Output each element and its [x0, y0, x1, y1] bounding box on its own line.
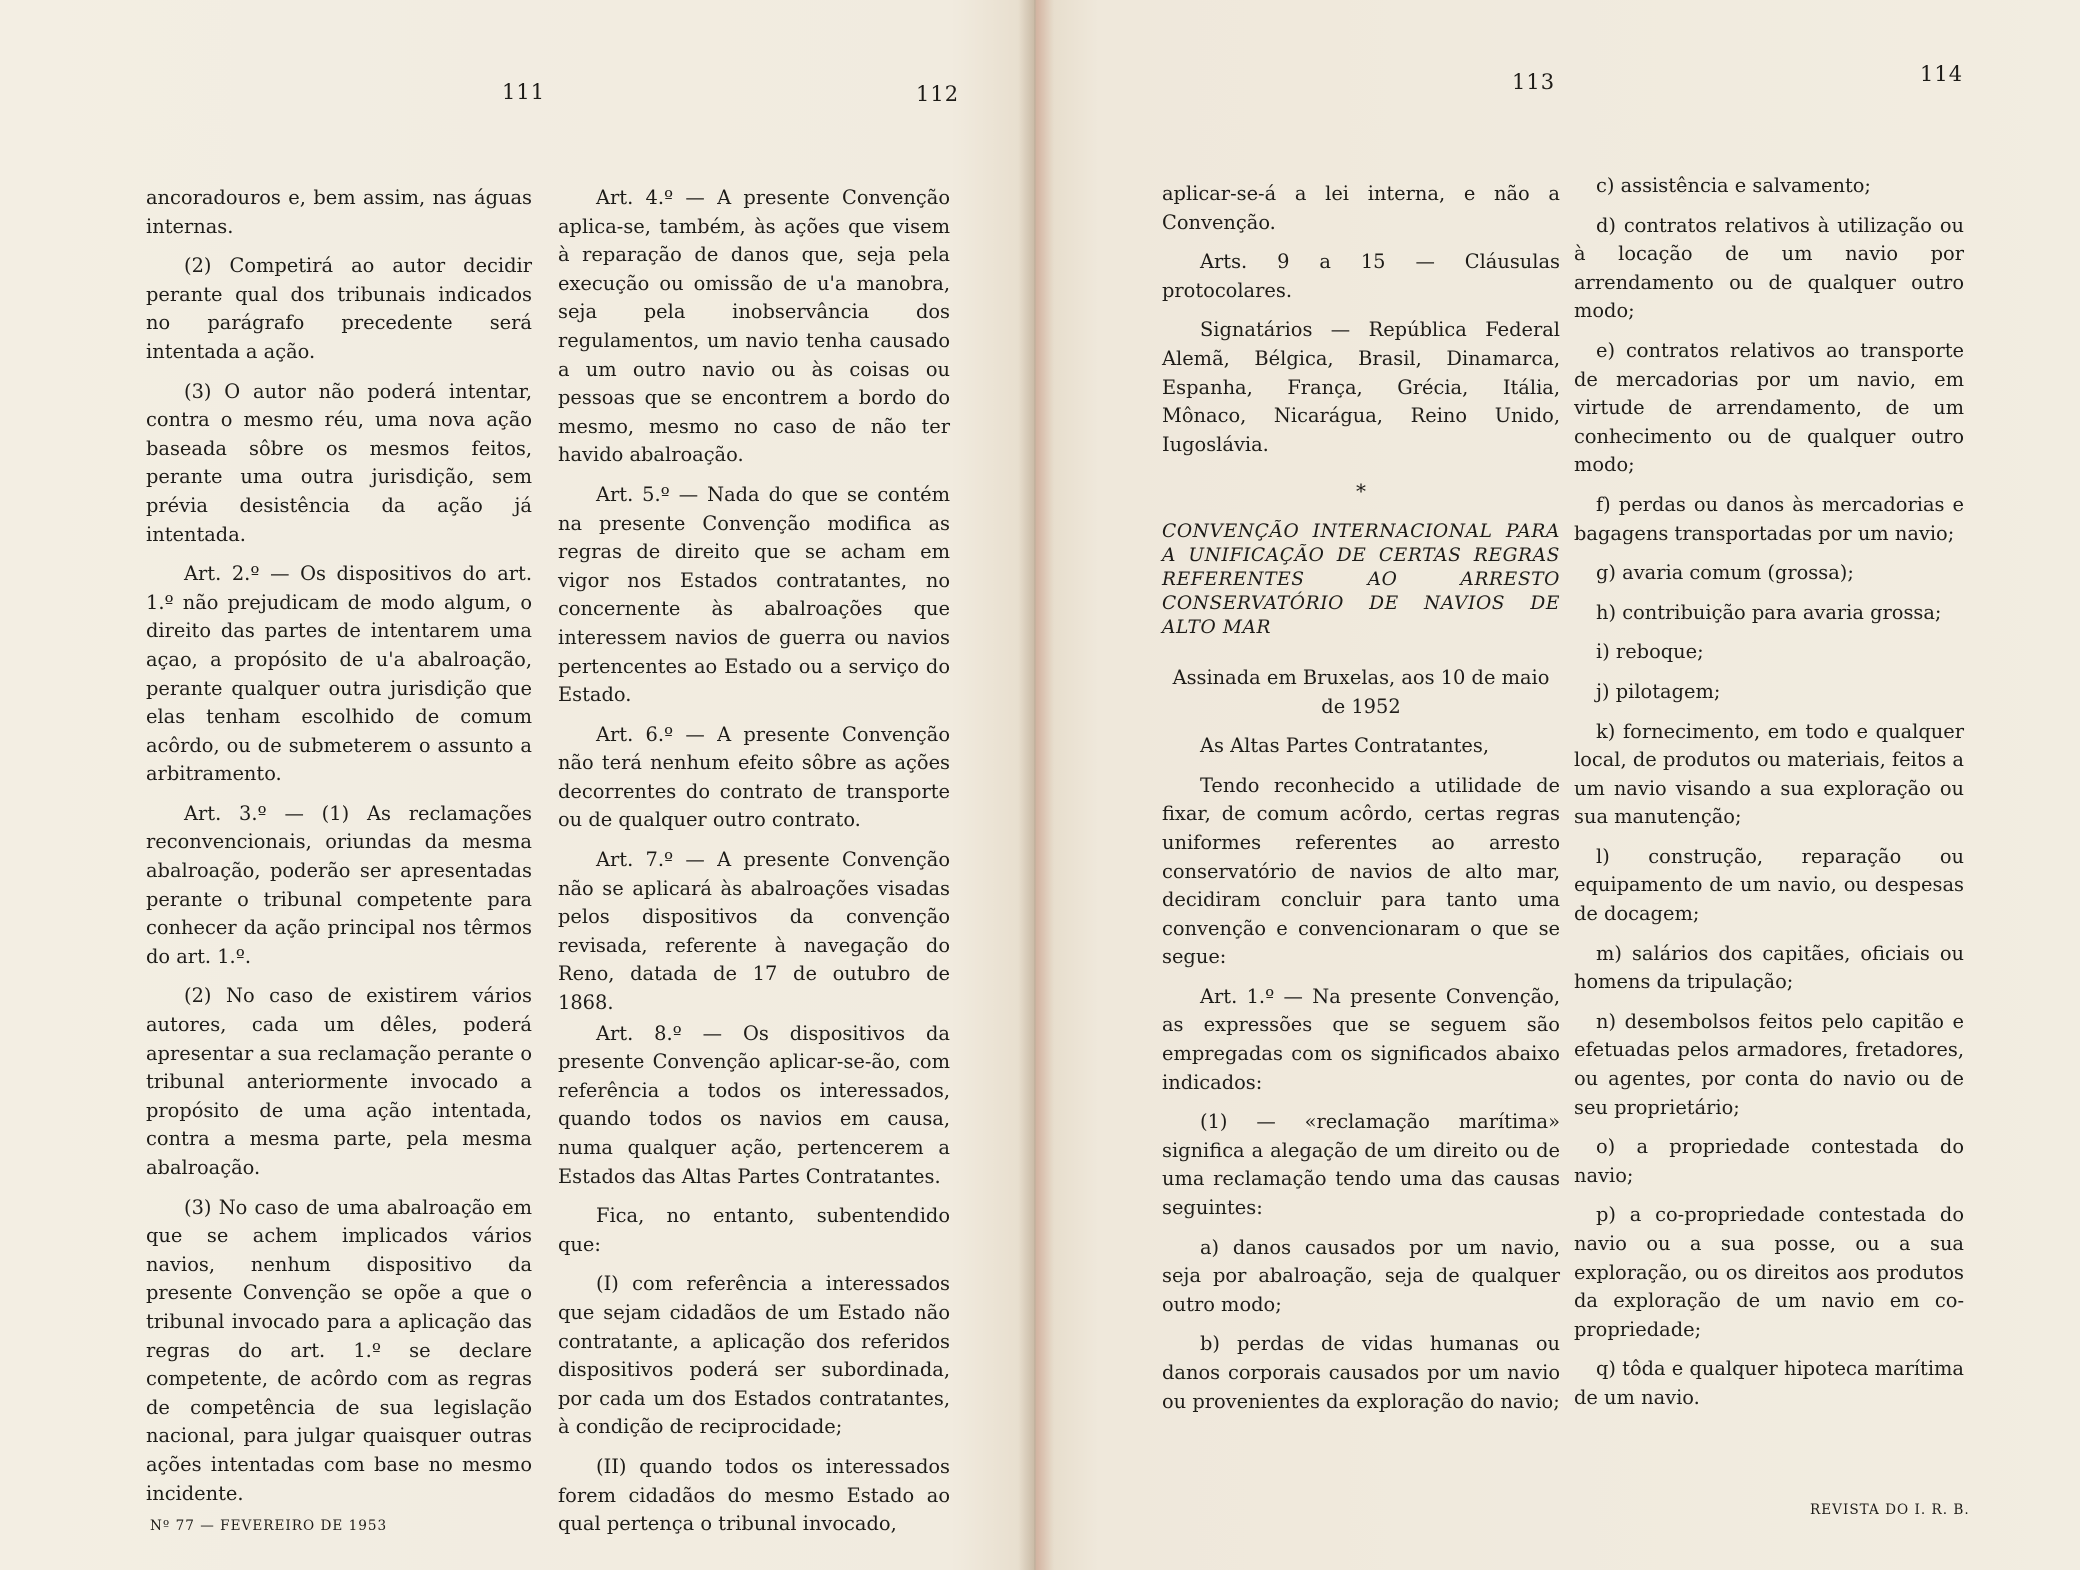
paragraph: As Altas Partes Contratantes,: [1200, 734, 1490, 758]
list-item: e) contratos relativos ao transporte de mercadorias por um navio, em virtude de arrendamento, de um conhecimento ou de qualquer outro modo;: [1574, 338, 1964, 477]
list-item: q) tôda e qualquer hipoteca marítima de um navio.: [1574, 1357, 1964, 1409]
paragraph: ancoradouros e, bem assim, nas águas internas.: [146, 186, 532, 238]
paragraph: Art. 3.º — (1) As reclamações reconvencionais, oriundas da mesma abalroação, poderão ser apresentadas perante o tribunal competente para conhecer da ação principal nos têrmos do art. 1.º.: [146, 801, 532, 968]
list-item: i) reboque;: [1596, 640, 1704, 664]
footer-issue: Nº 77 — FEVEREIRO DE 1953: [150, 1518, 388, 1534]
section-separator-star: *: [1356, 479, 1366, 504]
list-item: n) desembolsos feitos pelo capitão e efetuadas pelos armadores, fretadores, ou agentes, por conta do navio ou de seu proprietário;: [1574, 1009, 1964, 1119]
paragraph: Art. 7.º — A presente Convenção não se aplicará às abalroações visadas pelos dispositivos da convenção revisada, referente à navegação do Reno, datada de 17 de outubro de 1868.: [558, 848, 950, 1015]
column-page-113: [1162, 180, 1560, 1427]
paragraph: Art. 2.º — Os dispositivos do art. 1.º não prejudicam de modo algum, o direito das partes de intentarem uma açao, a propósito de u'a abalroação, perante qualquer outra jurisdição que elas tenham escolhido de comum acôrdo, ou de submeterem o assunto a arbitramento.: [146, 562, 532, 786]
book-gutter: [1018, 0, 1054, 1570]
list-item: g) avaria comum (grossa);: [1596, 561, 1854, 585]
list-item: f) perdas ou danos às mercadorias e bagagens transportadas por um navio;: [1574, 492, 1964, 545]
paragraph: (1) — «reclamação marítima» significa a alegação de um direito ou de uma reclamação tendo uma das causas seguintes:: [1162, 1110, 1560, 1220]
list-item: o) a propriedade contestada do navio;: [1574, 1135, 1964, 1187]
page-number-113: 113: [1512, 70, 1556, 94]
page-number-112: 112: [916, 82, 960, 106]
column-page-114: [1574, 172, 1964, 1424]
list-item: k) fornecimento, em todo e qualquer local, de produtos ou materiais, feitos a um navio visando a sua exploração ou sua manutenção;: [1574, 719, 1964, 829]
paragraph: Art. 6.º — A presente Convenção não terá nenhum efeito sôbre as ações decorrentes do contrato de transporte ou de qualquer outro contrato.: [558, 722, 950, 832]
page-number-111: 111: [502, 80, 546, 104]
column-page-111: [146, 184, 532, 1519]
paragraph: (3) O autor não poderá intentar, contra o mesmo réu, uma nova ação baseada sôbre os mesmos feitos, perante uma outra jurisdição, sem prévia desistência da ação já intentada.: [146, 379, 532, 546]
paragraph: Fica, no entanto, subentendido que:: [558, 1204, 950, 1256]
list-item: l) construção, reparação ou equipamento de um navio, ou despesas de docagem;: [1574, 844, 1964, 926]
column-page-112: [558, 184, 950, 1550]
list-item: p) a co-propriedade contestada do navio ou a sua posse, ou a sua exploração, ou os direitos aos produtos da exploração de um navio em co-propriedade;: [1574, 1203, 1964, 1341]
paragraph: (II) quando todos os interessados forem cidadãos do mesmo Estado ao qual pertença o tribunal invocado,: [558, 1454, 950, 1536]
list-item: m) salários dos capitães, oficiais ou homens da tripulação;: [1574, 941, 1964, 994]
paragraph: (3) No caso de uma abalroação em que se achem implicados vários navios, nenhum dispositivo da presente Convenção se opõe a que o tribunal invocado para a aplicação das regras do art. 1.º se declare competente, de acôrdo com as regras de competência de sua legislação nacional, para julgar quaisquer outras ações intentadas com base no mesmo incidente.: [146, 1195, 532, 1505]
paragraph: a) danos causados por um navio, seja por abalroação, seja de qualquer outro modo;: [1162, 1235, 1560, 1316]
convention-title: CONVENÇÃO INTERNACIONAL PARA A UNIFICAÇÃO DE CERTAS REGRAS REFERENTES AO ARRESTO CONSERVATÓRIO DE NAVIOS DE ALTO MAR: [1162, 520, 1560, 638]
paragraph: Art. 4.º — A presente Convenção aplica-se, também, às ações que visem à reparação de danos que, seja pela execução ou omissão de u'a manobra, seja pela inobservância dos regulamentos, um navio tenha causado a um outro navio ou às coisas ou pessoas que se encontrem a bordo do mesmo, mesmo no caso de não ter havido abalroação.: [558, 186, 950, 467]
paragraph: Arts. 9 a 15 — Cláusulas protocolares.: [1162, 250, 1560, 302]
paragraph: Art. 8.º — Os dispositivos da presente Convenção aplicar-se-ão, com referência a todos os interessados, quando todos os navios em causa, numa qualquer ação, pertencerem a Estados das Altas Partes Contratantes.: [558, 1021, 950, 1188]
list-item: j) pilotagem;: [1596, 679, 1721, 703]
paragraph: (2) Competirá ao autor decidir perante qual dos tribunais indicados no parágrafo precedente será intentada a ação.: [146, 254, 532, 363]
paragraph: Art. 5.º — Nada do que se contém na presente Convenção modifica as regras de direito que se acham em vigor nos Estados contratantes, no concernente às abalroações que interessem navios de guerra ou navios pertencentes ao Estado ou a serviço do Estado.: [558, 482, 950, 707]
paragraph: (2) No caso de existirem vários autores, cada um dêles, poderá apresentar a sua reclamação perante o tribunal anteriormente invocado a propósito de uma ação intentada, contra a mesma parte, pela mesma abalroação.: [146, 984, 532, 1179]
paragraph: Signatários — República Federal Alemã, Bélgica, Brasil, Dinamarca, Espanha, França, Grécia, Itália, Mônaco, Nicarágua, Reino Unido, Iugoslávia.: [1162, 318, 1560, 456]
footer-journal: REVISTA DO I. R. B.: [1810, 1502, 1970, 1518]
paragraph: (I) com referência a interessados que sejam cidadãos de um Estado não contratante, a aplicação dos referidos dispositivos poderá ser subordinada, por cada um dos Estados contratantes, à condição de reciprocidade;: [558, 1272, 950, 1439]
paragraph: Art. 1.º — Na presente Convenção, as expressões que se seguem são empregadas com os significados abaixo indicados:: [1162, 984, 1560, 1094]
list-item: c) assistência e salvamento;: [1596, 174, 1871, 197]
signing-date: Assinada em Bruxelas, aos 10 de maio de 1952: [1172, 665, 1550, 718]
paragraph: aplicar-se-á a lei interna, e não a Convenção.: [1162, 182, 1560, 234]
page-number-114: 114: [1920, 62, 1964, 86]
list-item: h) contribuição para avaria grossa;: [1596, 600, 1942, 624]
paragraph: b) perdas de vidas humanas ou danos corporais causados por um navio ou provenientes da exploração do navio;: [1162, 1332, 1560, 1413]
paragraph: Tendo reconhecido a utilidade de fixar, de comum acôrdo, certas regras uniformes referentes ao arresto conservatório de navios de alto mar, decidiram concluir para tanto uma convenção e convencionaram o que se segue:: [1162, 773, 1560, 969]
list-item: d) contratos relativos à utilização ou à locação de um navio por arrendamento ou de qualquer outro modo;: [1574, 213, 1964, 323]
